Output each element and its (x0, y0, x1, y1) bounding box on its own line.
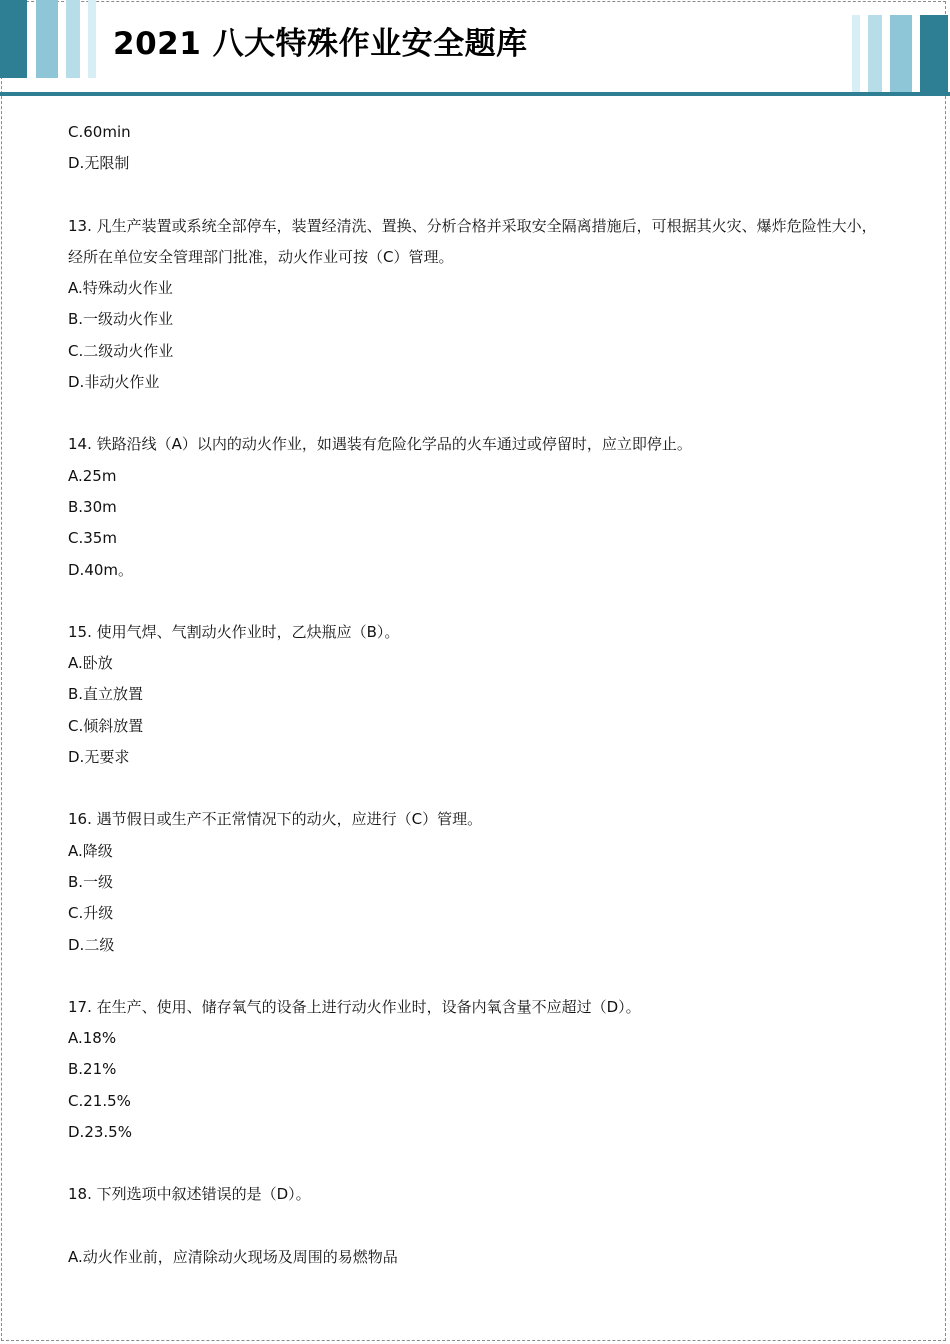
decor-stripe-right-2 (868, 15, 882, 92)
question-text: 17. 在生产、使用、储存氧气的设备上进行动火作业时，设备内氧含量不应超过（D）。 (68, 997, 641, 1016)
option: B.一级动火作业 (68, 310, 174, 329)
question-text: 18. 下列选项中叙述错误的是（D）。 (68, 1185, 311, 1204)
header-divider (0, 92, 950, 96)
option: B.21% (68, 1060, 117, 1079)
option: B.一级 (68, 872, 114, 891)
option: B.30m (68, 497, 117, 516)
decor-stripe-right-1 (852, 15, 860, 92)
option: A.卧放 (68, 654, 113, 673)
decor-stripe-left-1 (0, 0, 27, 78)
option: A.18% (68, 1029, 117, 1048)
question-text: 15. 使用气焊、气割动火作业时，乙炔瓶应（B）。 (68, 622, 400, 641)
question-text: 16. 遇节假日或生产不正常情况下的动火，应进行（C）管理。 (68, 810, 483, 829)
option: B.直立放置 (68, 685, 144, 704)
option: D.无要求 (68, 748, 130, 767)
option: C.倾斜放置 (68, 716, 144, 735)
document-body (68, 117, 888, 1273)
option: C.60min (68, 123, 131, 141)
option: D.无限制 (68, 154, 130, 173)
option: D.非动火作业 (68, 373, 160, 392)
question-text: 13. 凡生产装置或系统全部停车，装置经清洗、置换、分析合格并采取安全隔离措施后，可根据其火灾、爆炸危险性大小，经所在单位安全管理部门批准，动火作业可按（C）管理。 (68, 216, 877, 266)
option: A.动火作业前，应清除动火现场及周围的易燃物品 (68, 1247, 398, 1266)
option: C.35m (68, 529, 117, 548)
option: C.升级 (68, 904, 114, 923)
option: D.二级 (68, 935, 115, 954)
decor-stripe-right-3 (890, 15, 912, 92)
option: A.降级 (68, 841, 113, 860)
question-text: 14. 铁路沿线（A）以内的动火作业，如遇装有危险化学品的火车通过或停留时，应立即停止。 (68, 435, 692, 454)
decor-stripe-left-4 (88, 0, 96, 78)
page-title: 2021 八大特殊作业安全题库 (113, 26, 528, 62)
option: C.二级动火作业 (68, 341, 174, 360)
option: D.23.5% (68, 1123, 132, 1142)
decor-stripe-left-3 (66, 0, 80, 78)
option: C.21.5% (68, 1091, 131, 1110)
decor-stripe-left-2 (36, 0, 58, 78)
page-header (0, 0, 950, 97)
decor-stripe-right-4 (920, 15, 948, 92)
option: A.特殊动火作业 (68, 279, 173, 298)
option: D.40m。 (68, 560, 134, 579)
option: A.25m (68, 466, 117, 485)
